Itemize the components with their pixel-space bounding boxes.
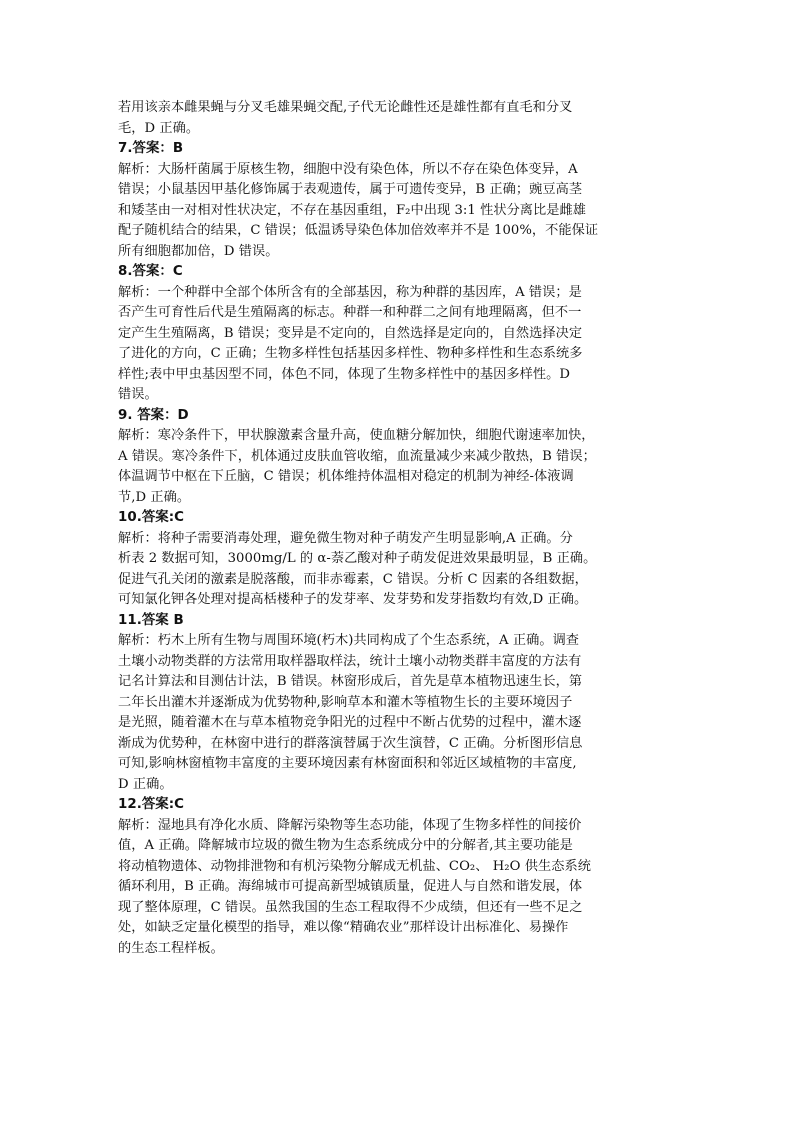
answer-document xyxy=(118,98,680,959)
text-line: 若用该亲本雌果蝇与分叉毛雄果蝇交配,子代无论雌性还是雄性都有直毛和分叉 xyxy=(118,100,573,115)
answer-heading: 10.答案:C xyxy=(118,510,185,525)
text-line: 渐成为优势种，在林窗中进行的群落演替属于次生演替，C 正确。分析图形信息 xyxy=(118,735,583,751)
text-line: 析表 2 数据可知，3000mg/L 的 α-萘乙酸对种子萌发促进效果最明显，B 正确。 xyxy=(118,551,597,566)
question-9 xyxy=(118,406,680,509)
text-line: 配子随机结合的结果，C 错误；低温诱导染色体加倍效率并不是 100%，不能保证 xyxy=(118,223,599,238)
answer-heading: 11.答案 B xyxy=(118,612,184,628)
answer-heading: 12.答案:C xyxy=(118,797,185,812)
text-line: 体温调节中枢在下丘脑，C 错误；机体维持体温相对稳定的机制为神经-体液调 xyxy=(118,469,574,484)
text-line: 是光照，随着灌木在与草本植物竞争阳光的过程中不断占优势的过程中，灌木逐 xyxy=(118,715,582,730)
text-line: A 错误。寒冷条件下，机体通过皮肤血管收缩，血流量减少来减少散热，B 错误； xyxy=(118,448,596,464)
text-line: D 正确。 xyxy=(118,776,173,792)
text-line: 解析：寒冷条件下，甲状腺激素含量升高，使血糖分解加快，细胞代谢速率加快， xyxy=(118,428,595,443)
question-12 xyxy=(118,795,680,959)
text-line: 解析：将种子需要消毒处理，避免微生物对种子萌发产生明显影响,A 正确。分 xyxy=(118,530,573,546)
text-line: 值，A 正确。降解城市垃圾的微生物为生态系统成分中的分解者,其主要功能是 xyxy=(118,838,573,853)
text-line: 解析：湿地具有净化水质、降解污染物等生态功能，体现了生物多样性的间接价 xyxy=(118,817,582,833)
question-10 xyxy=(118,508,680,611)
question-11 xyxy=(118,611,680,796)
text-line: 土壤小动物类群的方法常用取样器取样法，统计土壤小动物类群丰富度的方法有 xyxy=(118,653,582,669)
text-line: 所有细胞都加倍，D 错误。 xyxy=(118,243,279,259)
text-line: 二年长出灌木并逐渐成为优势物种,影响草本和灌木等植物生长的主要环境因子 xyxy=(118,694,573,710)
text-line: 可知氯化钾各处理对提高栝楼种子的发芽率、发芽势和发芽指数均有效,D 正确。 xyxy=(118,592,588,607)
text-line: 解析：朽木上所有生物与周围环境(朽木)共同构成了个生态系统，A 正确。调查 xyxy=(118,633,580,648)
text-line: 促进气孔关闭的激素是脱落酸，而非赤霉素，C 错误。分析 C 因素的各组数据， xyxy=(118,571,588,587)
text-line: 定产生生殖隔离，B 错误；变异是不定向的，自然选择是定向的，自然选择决定 xyxy=(118,325,583,341)
text-line: 将动植物遗体、动物排泄物和有机污染物分解成无机盐、CO₂、 H₂O 供生态系统 xyxy=(118,858,591,874)
question-8 xyxy=(118,262,680,406)
text-line: 毛，D 正确。 xyxy=(118,120,200,136)
text-line: 处，如缺乏定量化模型的指导，难以像“精确农业”那样设计出标准化、易操作 xyxy=(118,920,569,935)
text-line: 解析：一个种群中全部个体所含有的全部基因，称为种群的基因库，A 错误；是 xyxy=(118,284,582,300)
intro-paragraph xyxy=(118,98,680,139)
text-line: 样性;表中甲虫基因型不同，体色不同，体现了生物多样性中的基因多样性。D xyxy=(118,366,570,382)
text-line: 否产生可育性后代是生殖隔离的标志。种群一和种群二之间有地理隔离，但不一 xyxy=(118,305,582,320)
answer-heading: 9. 答案：D xyxy=(118,407,189,423)
text-line: 循环利用，B 正确。海绵城市可提高新型城镇质量，促进人与自然和谐发展，体 xyxy=(118,879,583,894)
text-line: 的生态工程样板。 xyxy=(118,940,224,956)
text-line: 记名计算法和目测估计法，B 错误。林窗形成后，首先是草本植物迅速生长，第 xyxy=(118,674,583,689)
text-line: 现了整体原理，C 错误。虽然我国的生态工程取得不少成绩，但还有一些不足之 xyxy=(118,899,583,915)
text-line: 和矮茎由一对相对性状决定，不存在基因重组，F₂中出现 3:1 性状分离比是雌雄 xyxy=(118,202,586,218)
text-line: 错误；小鼠基因甲基化修饰属于表观遗传，属于可遗传变异，B 正确；豌豆高茎 xyxy=(118,182,583,197)
text-line: 了进化的方向，C 正确；生物多样性包括基因多样性、物种多样性和生态系统多 xyxy=(118,346,583,361)
text-line: 错误。 xyxy=(118,387,158,402)
text-line: 可知,影响林窗植物丰富度的主要环境因素有林窗面积和邻近区域植物的丰富度, xyxy=(118,756,577,771)
answer-heading: 8.答案：C xyxy=(118,264,183,279)
answer-heading: 7.答案：B xyxy=(118,141,184,156)
text-line: 解析：大肠杆菌属于原核生物，细胞中没有染色体，所以不存在染色体变异，A xyxy=(118,161,578,177)
text-line: 节,D 正确。 xyxy=(118,489,191,505)
question-7 xyxy=(118,139,680,262)
